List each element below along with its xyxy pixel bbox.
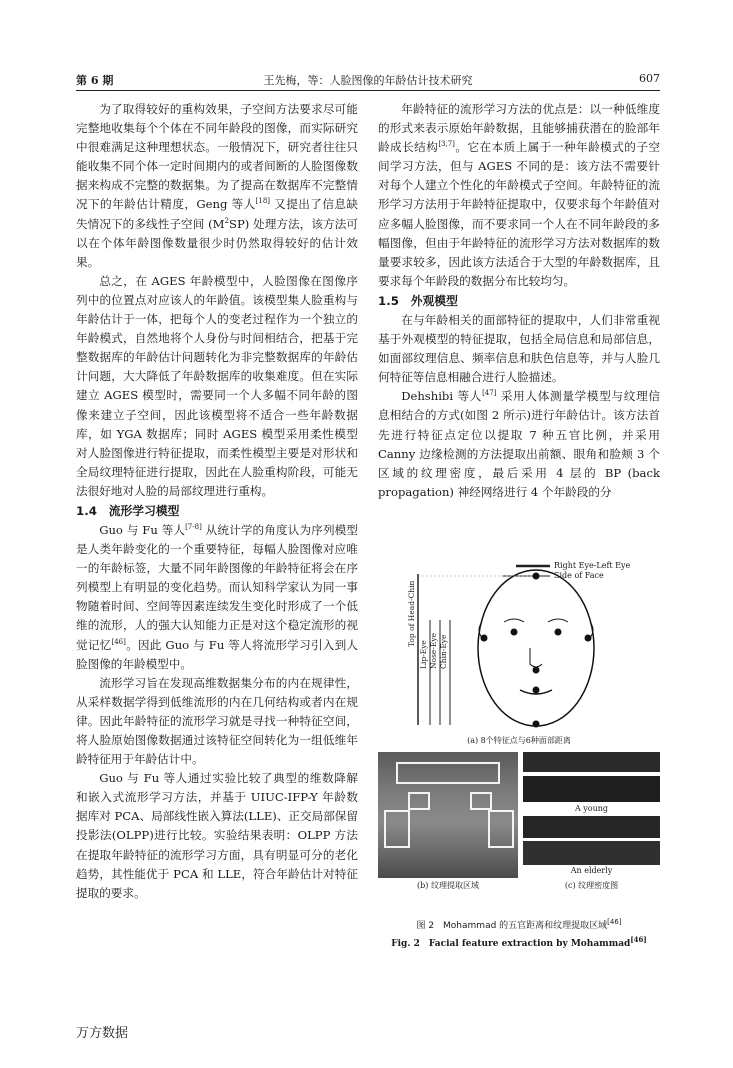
- section-heading-1-4: 1.4 流形学习模型: [76, 503, 180, 518]
- page-number: 607: [639, 72, 660, 85]
- citation: [47]: [482, 389, 497, 398]
- citation: [18]: [255, 197, 271, 206]
- label-top-of-head-chin: Top of Head-Chin: [407, 580, 416, 647]
- figure-caption-english: [378, 936, 660, 949]
- texture-strip: [523, 841, 660, 865]
- paragraph: [378, 100, 660, 291]
- running-title: 王先梅，等：人脸图像的年龄估计技术研究: [263, 74, 473, 87]
- legend-side-of-face: Side of Face: [554, 571, 604, 580]
- text: Guo 与 Fu 等人: [99, 522, 186, 537]
- texture-figures: [378, 752, 660, 892]
- left-cheek-region-box: [384, 810, 410, 848]
- label-lip-eye: Lip-Eye: [419, 640, 428, 669]
- texture-strip: [523, 776, 660, 802]
- paragraph: [378, 387, 660, 502]
- paragraph: 总之，在 AGES 年龄模型中，人脸图像在图像序列中的位置点对应该人的年龄值。该模型集人脸重构与年龄估计于一体，把每个人的变老过程作为一个独立的年龄模式，自然地将个人身份与时间相结合，把基于完整数据库的年龄估计问题转化为非完整数据库的年龄估计问题，大大降低了年龄数据库的收集难度。但在实际建立 AGES 模型时，需要同一个人多幅不同年龄的图像来建立子空间，因此该模型将不适合一些年龄数据库，如 YGA 数据库；同时 AGES 模型采用柔性模型对人脸图像进行特征提取，而柔性模型主要是对形状和全局纹理特征进行提取，因此在人脸重构阶段，可能无法很好地对人脸的局部纹理进行重构。: [76, 273, 358, 498]
- face-diagram: [378, 560, 660, 732]
- label-an-elderly: An elderly: [570, 866, 613, 875]
- paragraph: [76, 521, 358, 674]
- citation: [46]: [111, 637, 126, 646]
- header-rule: [76, 90, 660, 91]
- label-a-young: A young: [574, 804, 609, 813]
- left-eye-corner-box: [408, 792, 430, 810]
- subcaption-b: (b) 纹理提取区域: [417, 881, 479, 890]
- running-header: [76, 68, 660, 88]
- text: 从统计学的角度认为序列模型是人类年龄变化的一个重要特征，每幅人脸图像对应唯一的年龄标签，大量不同年龄图像的年龄特征将会在序列模型上有明显的变化趋势。而认知科学家认为同一事物随着时间、空间等因素连续发生变化时形成了一个低维的流形，人的强大认知能力正是对这个稳定流形的视觉记忆: [76, 522, 359, 652]
- issue-number: 第 6 期: [76, 74, 114, 87]
- text: Dehshibi 等人: [401, 389, 483, 404]
- citation: [46]: [607, 918, 622, 926]
- label-chin-eye: Chin-Eye: [439, 634, 448, 669]
- figure-caption-chinese: [378, 918, 660, 931]
- subcaption-c: (c) 纹理密度图: [564, 881, 619, 890]
- figure-2: [378, 560, 660, 949]
- text: 年龄特征的流形学习方法的优点是：以一种低维度的形式来表示原始年龄数据，且能够捕获潜在的脸部年龄成长结构: [378, 102, 660, 155]
- text: 。因此 Guo 与 Fu 等人将流形学习引入到人脸图像的年龄模型中。: [76, 637, 358, 671]
- citation: [3,7]: [438, 140, 455, 149]
- texture-strip: [523, 816, 660, 838]
- right-cheek-region-box: [488, 810, 514, 848]
- forehead-region-box: [396, 762, 500, 784]
- subcaption-a: (a) 8个特征点与6种面部距离: [467, 736, 571, 745]
- text: 采用人体测量学模型与纹理信息相结合的方式(如图 2 所示)进行年龄估计。该方法首先进行特征点定位以提取 7 种五官比例，并采用 Canny 边缘检测的方法提取出前额、眼角和脸颊 3 个区域的纹理密度，最后采用 4 层的 BP (back propagation) 神经网络进行 4 个年龄段的分: [378, 389, 660, 499]
- paragraph: 在与年龄相关的面部特征的提取中，人们非常重视基于外观模型的特征提取，包括全局信息和局部信息，如面部纹理信息、频率信息和肤色信息等，并与人脸几何特征等信息相融合进行人脸描述。: [378, 312, 660, 385]
- text: 又提出了信息缺失情况下的多线性子空间 (M: [76, 197, 359, 231]
- paragraph: [76, 100, 358, 272]
- text: 图 2 Mohammad 的五官距离和纹理提取区域: [416, 921, 608, 931]
- text: SP) 处理方法，该方法可以在个体年龄图像数量很少时仍然取得较好的估计效果。: [76, 216, 358, 269]
- citation: [7-8]: [185, 523, 202, 532]
- elderly-face-photo: [378, 752, 518, 878]
- citation: [46]: [630, 935, 647, 944]
- text: 为了取得较好的重构效果，子空间方法要求尽可能完整地收集每个个体在不同年龄段的图像，而实际研究中很难满足这种理想状态。一般情况下，研究者往往只能收集不同个体一定时间期内的或者间断的人脸图像数据来构成不完整的数据集。为了提高在数据库不完整情况下的年龄估计精度，Geng 等人: [76, 102, 358, 212]
- paragraph: Guo 与 Fu 等人通过实验比较了典型的维数降解和嵌入式流形学习方法，并基于 UIUC-IFP-Y 年龄数据库对 PCA、局部线性嵌入算法(LLE)、正交局部保留投影法(OLPP)进行比较。实验结果表明：OLPP 方法在提取年龄特征的流形学习方面，具有明显可分的老化趋势，其性能优于 PCA 和 LLE，符合年龄估计对特征提取的要求。: [76, 771, 358, 900]
- footer-watermark: 万方数据: [76, 1026, 129, 1041]
- text: Fig. 2 Facial feature extraction by Mohammad: [391, 939, 631, 949]
- paragraph: 流形学习旨在发现高维数据集分布的内在规律性，从采样数据学得到低维流形的内在几何结构或者内在规律。因此年龄特征的流形学习就是寻找一种特征空间，将人脸原始图像数据通过该特征空间转化为一组低维年龄特征用于年龄估计中。: [76, 675, 358, 767]
- superscript: 2: [224, 216, 229, 225]
- right-eye-corner-box: [470, 792, 492, 810]
- right-column: [378, 100, 660, 558]
- left-column: [76, 100, 358, 903]
- text: 。它在本质上属于一种年龄模式的子空间学习方法，但与 AGES 不同的是：该方法不需要针对每个人建立个性化的年龄模式子空间。年龄特征的流形学习方法用于年龄特征提取中，仅要求每个年龄值对应多幅人脸图像，而不要求同一个人在不同年龄段的多幅图像，但由于年龄特征的流形学习方法对数据库的数量要求较多，因此该方法适合于大型的年龄数据库，且要求每个年龄段的数据分布比较均匀。: [378, 140, 660, 288]
- texture-strip: [523, 752, 660, 772]
- section-heading-1-5: 1.5 外观模型: [378, 293, 458, 308]
- legend-right-eye-left-eye: Right Eye-Left Eye: [554, 561, 631, 570]
- label-nose-eye: Nose-Eye: [429, 632, 438, 669]
